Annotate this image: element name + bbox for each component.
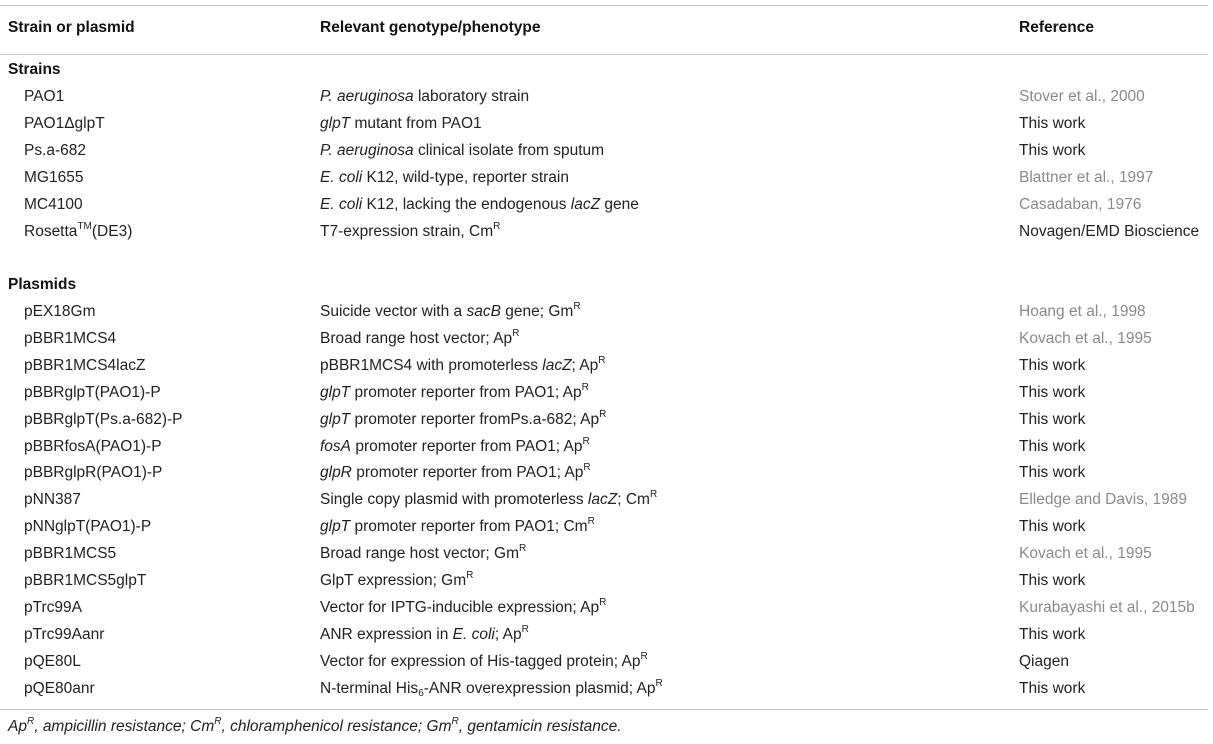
table-row	[0, 222, 1213, 246]
cell-strain: pQE80L	[24, 652, 81, 670]
cell-genotype: Vector for expression of His-tagged protein; $Ap^R$	[320, 650, 648, 670]
cell-reference: Novagen/EMD Bioscience	[1019, 222, 1200, 240]
cell-genotype: glpT promoter reporter fromPs.a-682; $Ap^R$	[320, 408, 607, 428]
table-row	[0, 544, 1213, 568]
cell-genotype: P. aeruginosa laboratory strain	[320, 88, 530, 105]
cell-genotype: Broad range host vector; $Gm^R$	[320, 543, 527, 563]
cell-reference: Elledge and Davis, 1989	[1019, 491, 1188, 509]
cell-reference: Kurabayashi et al., 2015b	[1019, 598, 1195, 616]
table-row	[0, 302, 1213, 326]
table-row	[0, 383, 1213, 407]
cell-strain: pEX18Gm	[24, 303, 96, 320]
cell-reference: Kovach et al., 1995	[1019, 329, 1152, 347]
cell-genotype: glpT mutant from PAO1	[320, 114, 482, 132]
table-row	[0, 598, 1213, 622]
cell-strain: Rosetta™(DE3)	[24, 220, 133, 240]
header-rule	[0, 54, 1208, 55]
table-row	[0, 490, 1213, 514]
cell-genotype: T7-expression strain, $Cm^R$	[320, 220, 501, 240]
section-title-strains: Strains	[8, 61, 61, 78]
header-reference: Reference	[1019, 19, 1094, 36]
cell-reference: This work	[1019, 437, 1086, 455]
cell-reference: Stover et al., 2000	[1019, 88, 1145, 105]
cell-strain: MG1655	[24, 168, 84, 186]
bottom-rule	[0, 709, 1208, 710]
cell-reference: Casadaban, 1976	[1019, 195, 1142, 213]
cell-strain: pNN387	[24, 491, 81, 509]
cell-strain: pBBR1MCS5	[24, 545, 117, 563]
header-strain: Strain or plasmid	[8, 19, 135, 36]
cell-reference: This work	[1019, 464, 1086, 482]
cell-reference: This work	[1019, 141, 1086, 159]
cell-strain: pQE80anr	[24, 679, 95, 697]
table-row	[0, 679, 1213, 703]
cell-genotype: Suicide vector with a sacB gene; $Gm^R$	[320, 301, 581, 320]
cell-strain: pBBR1MCS4lacZ	[24, 356, 146, 374]
table-row	[0, 652, 1213, 676]
cell-reference: This work	[1019, 679, 1086, 697]
cell-strain: Ps.a-682	[24, 141, 87, 159]
cell-strain: pNNglpT(PAO1)-P	[24, 518, 152, 536]
cell-genotype: E. coli K12, lacking the endogenous lacZ gene	[320, 195, 639, 213]
cell-genotype: glpT promoter reporter from PAO1; $Cm^R$	[320, 516, 595, 536]
cell-strain: PAO1ΔglpT	[24, 114, 105, 132]
table-row	[0, 114, 1213, 138]
cell-genotype: ANR expression in E. coli; $Ap^R$	[320, 623, 529, 643]
cell-strain: pBBRglpT(PAO1)-P	[24, 383, 161, 401]
cell-genotype: N-terminal His$_6$-ANR overexpression plasmid; $Ap^R$	[320, 677, 663, 699]
table-row	[0, 87, 1213, 111]
cell-reference: Hoang et al., 1998	[1019, 303, 1146, 320]
cell-reference: This work	[1019, 625, 1086, 643]
table-row	[0, 463, 1213, 487]
cell-genotype: pBBR1MCS4 with promoterless lacZ; $Ap^R$	[320, 354, 606, 374]
table-row	[0, 437, 1213, 461]
cell-reference: This work	[1019, 518, 1086, 536]
cell-reference: Kovach et al., 1995	[1019, 545, 1152, 563]
table-row	[0, 356, 1213, 380]
cell-strain: pBBRglpR(PAO1)-P	[24, 464, 163, 482]
header-genotype: Relevant genotype/phenotype	[320, 19, 541, 36]
top-rule	[0, 5, 1208, 6]
cell-reference: Blattner et al., 1997	[1019, 168, 1154, 186]
cell-strain: pBBRfosA(PAO1)-P	[24, 437, 162, 455]
cell-genotype: Vector for IPTG-inducible expression; $Ap^R$	[320, 596, 607, 616]
table-footnote: $Ap^R$, ampicillin resistance; $Cm^R$, chloramphenicol resistance; $Gm^R$, gentamicin resistance.	[8, 716, 622, 735]
cell-genotype: glpT promoter reporter from PAO1; $Ap^R$	[320, 381, 589, 401]
cell-strain: PAO1	[24, 88, 65, 105]
table-row	[0, 410, 1213, 434]
cell-reference: This work	[1019, 383, 1086, 401]
cell-genotype: glpR promoter reporter from PAO1; $Ap^R$	[320, 462, 591, 482]
table-row	[0, 168, 1213, 192]
cell-genotype: Single copy plasmid with promoterless lacZ; $Cm^R$	[320, 489, 658, 509]
cell-strain: pBBRglpT(Ps.a-682)-P	[24, 410, 183, 428]
cell-reference: Qiagen	[1019, 652, 1069, 670]
cell-reference: This work	[1019, 572, 1086, 589]
cell-genotype: fosA promoter reporter from PAO1; $Ap^R$	[320, 435, 590, 455]
cell-strain: pBBR1MCS5glpT	[24, 572, 147, 589]
table-row	[0, 571, 1213, 595]
cell-strain: MC4100	[24, 195, 83, 213]
cell-genotype: E. coli K12, wild-type, reporter strain	[320, 168, 569, 186]
cell-reference: This work	[1019, 114, 1086, 132]
cell-strain: pTrc99Aanr	[24, 625, 105, 643]
table-row	[0, 195, 1213, 219]
table-row	[0, 517, 1213, 541]
table-row	[0, 329, 1213, 353]
cell-genotype: P. aeruginosa clinical isolate from sputum	[320, 141, 605, 159]
cell-strain: pTrc99A	[24, 598, 83, 616]
cell-genotype: GlpT expression; $Gm^R$	[320, 570, 474, 589]
table-row	[0, 141, 1213, 165]
cell-reference: This work	[1019, 356, 1086, 374]
cell-genotype: Broad range host vector; $Ap^R$	[320, 327, 520, 347]
table-row	[0, 625, 1213, 649]
cell-reference: This work	[1019, 410, 1086, 428]
section-title-plasmids: Plasmids	[8, 276, 77, 293]
cell-strain: pBBR1MCS4	[24, 329, 117, 347]
